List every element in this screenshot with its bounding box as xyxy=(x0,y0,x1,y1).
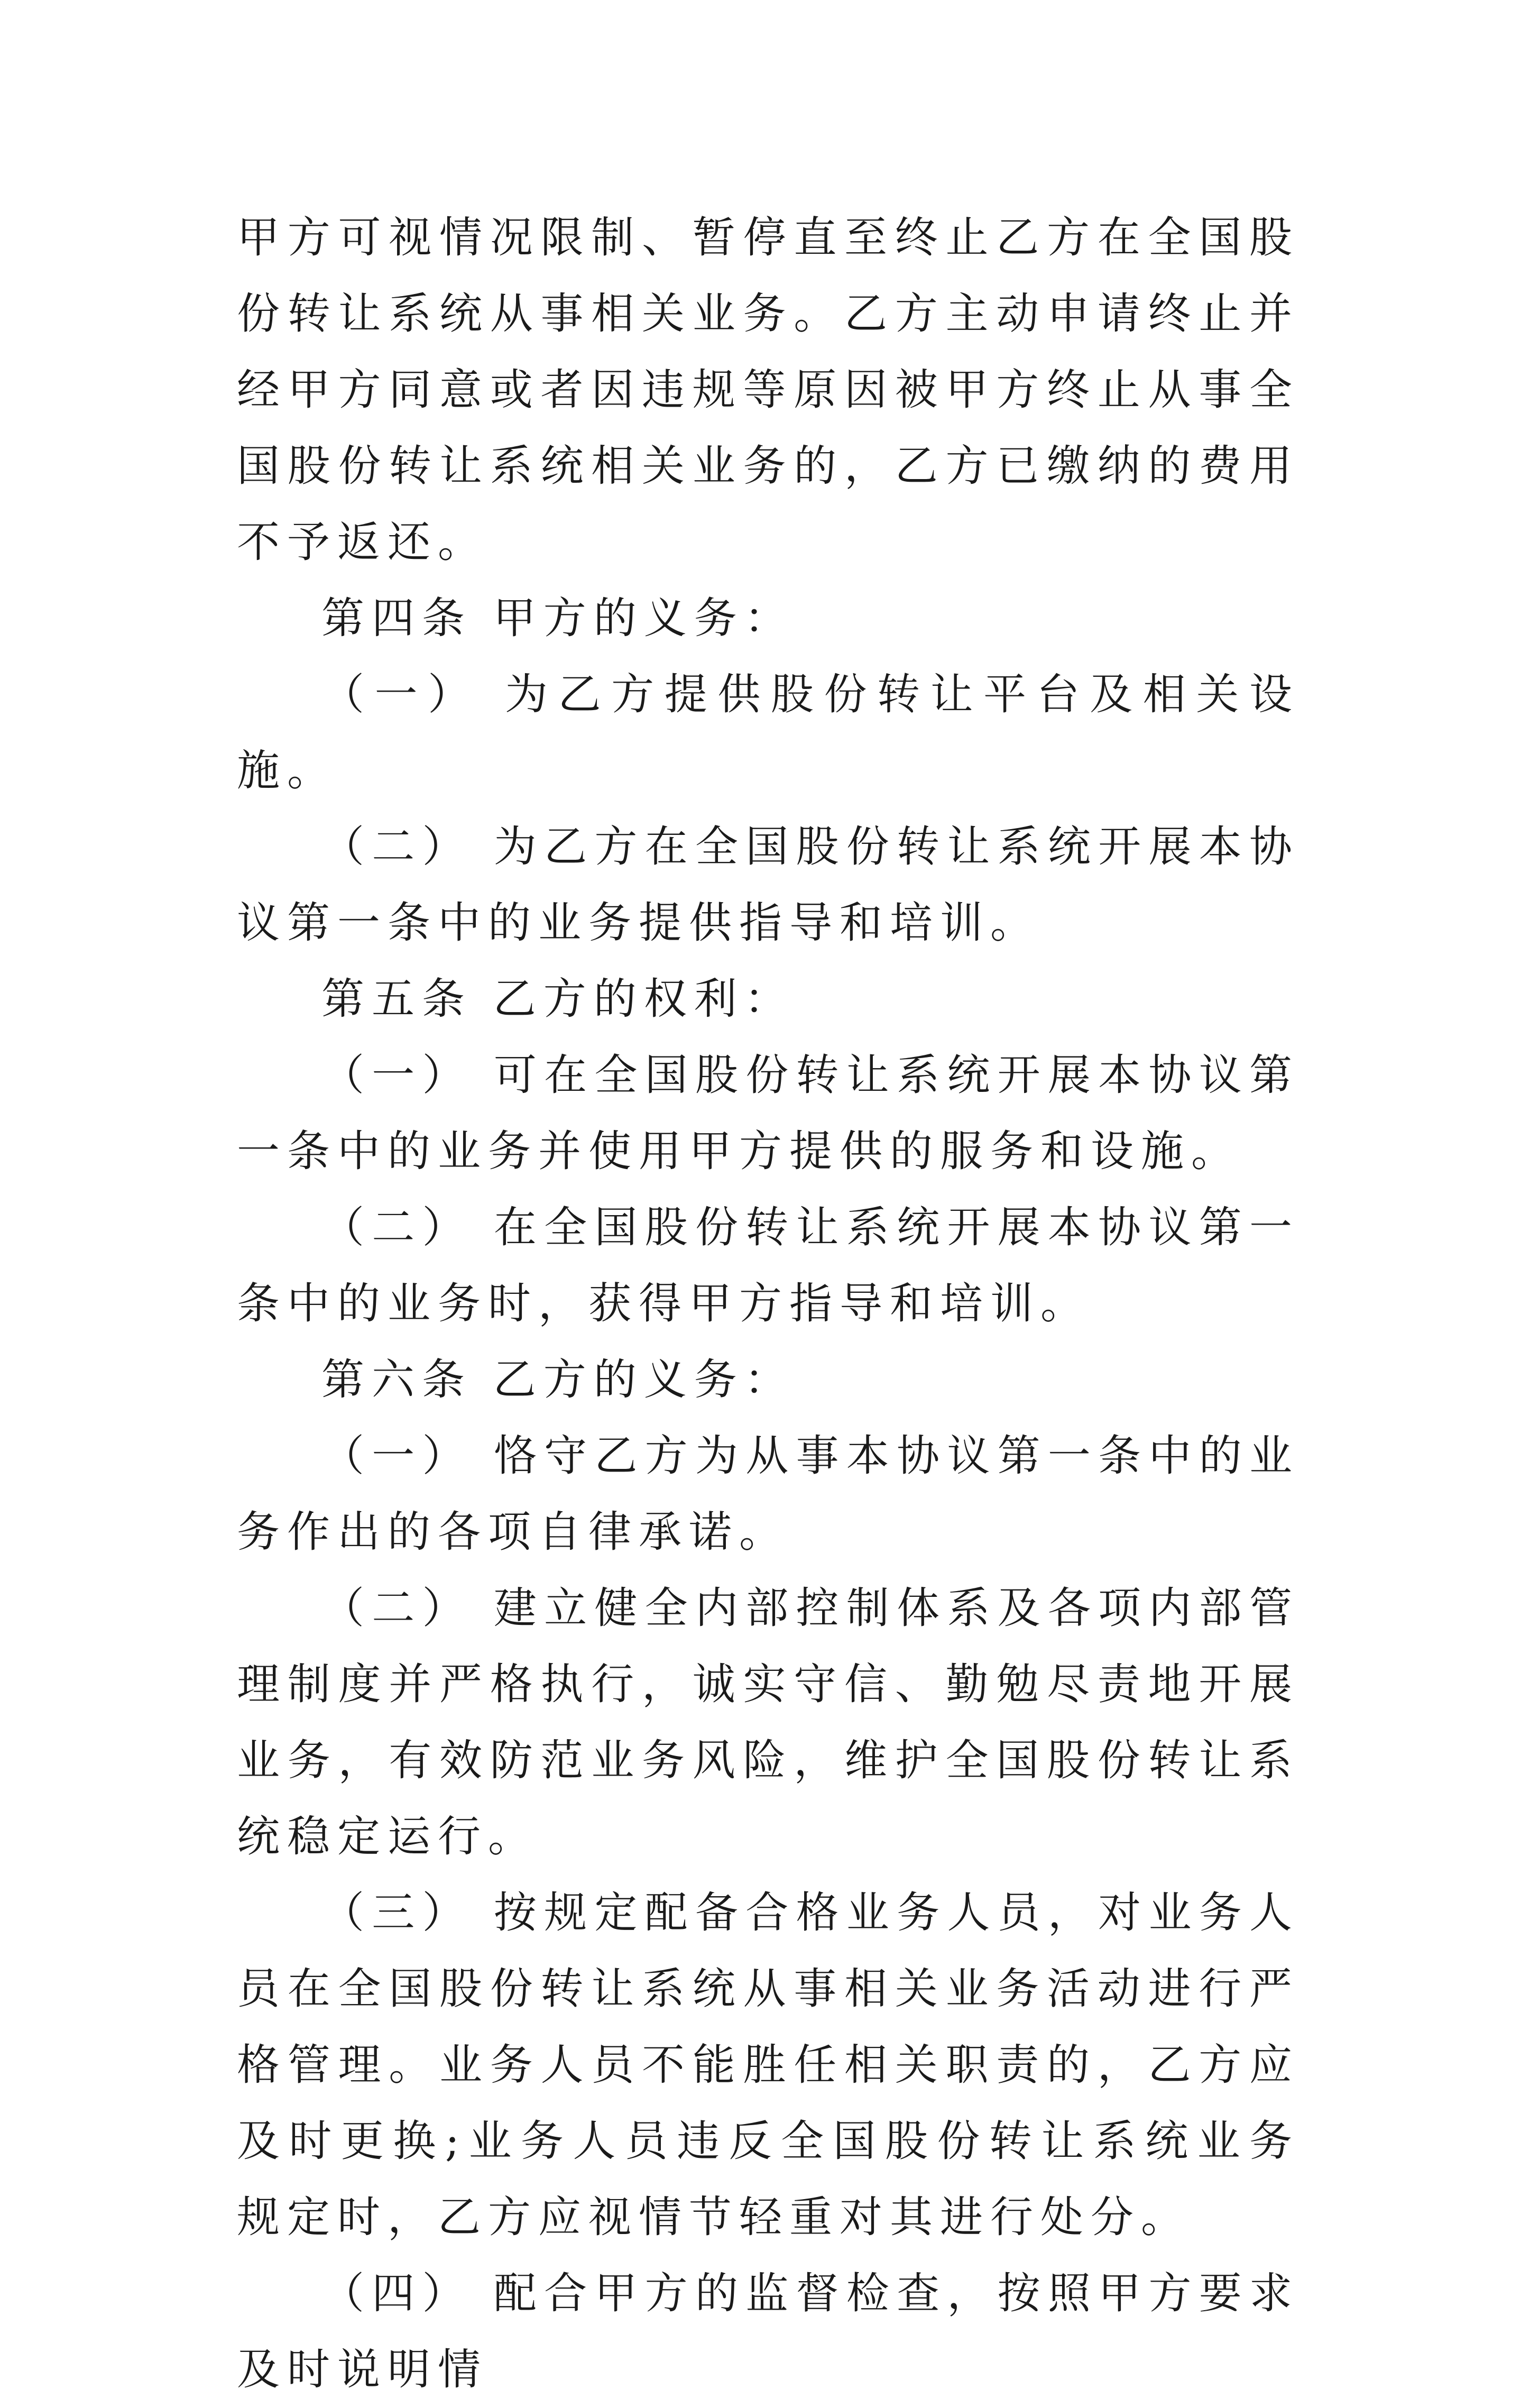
article-5-heading: 第五条 乙方的权利： xyxy=(321,975,795,1024)
article-5-item-2: （二） 在全国股份转让系统开展本协议第一条中的业务时，获得甲方指导和培训。 xyxy=(237,1203,1299,1329)
article-4-heading: 第四条 甲方的义务： xyxy=(321,594,795,644)
paragraph-continuation: 甲方可视情况限制、暂停直至终止乙方在全国股份转让系统从事相关业务。乙方主动申请终止并经甲方同意或者因违规等原因被甲方终止从事全国股份转让系统相关业务的，乙方已缴纳的费用不予返还。 xyxy=(237,213,1299,567)
article-6-item-3: （三） 按规定配备合格业务人员，对业务人员在全国股份转让系统从事相关业务活动进行严格管理。业务人员不能胜任相关职责的，乙方应及时更换;业务人员违反全国股份转让系统业务规定时，乙方应视情节轻重对其进行处分。 xyxy=(237,1888,1299,2242)
article-4-item-1: （一） 为乙方提供股份转让平台及相关设施。 xyxy=(237,670,1299,796)
document-body xyxy=(237,200,1299,2408)
article-6-heading: 第六条 乙方的义务： xyxy=(321,1355,795,1405)
article-6-item-2: （二） 建立健全内部控制体系及各项内部管理制度并严格执行，诚实守信、勤勉尽责地开展业务，有效防范业务风险，维护全国股份转让系统稳定运行。 xyxy=(237,1584,1299,1862)
article-5-item-1: （一） 可在全国股份转让系统开展本协议第一条中的业务并使用甲方提供的服务和设施。 xyxy=(237,1051,1299,1177)
article-6-item-4: （四） 配合甲方的监督检查，按照甲方要求及时说明情 xyxy=(237,2269,1299,2395)
article-6-item-1: （一） 恪守乙方为从事本协议第一条中的业务作出的各项自律承诺。 xyxy=(237,1431,1299,1557)
article-4-item-2: （二） 为乙方在全国股份转让系统开展本协议第一条中的业务提供指导和培训。 xyxy=(237,822,1299,948)
